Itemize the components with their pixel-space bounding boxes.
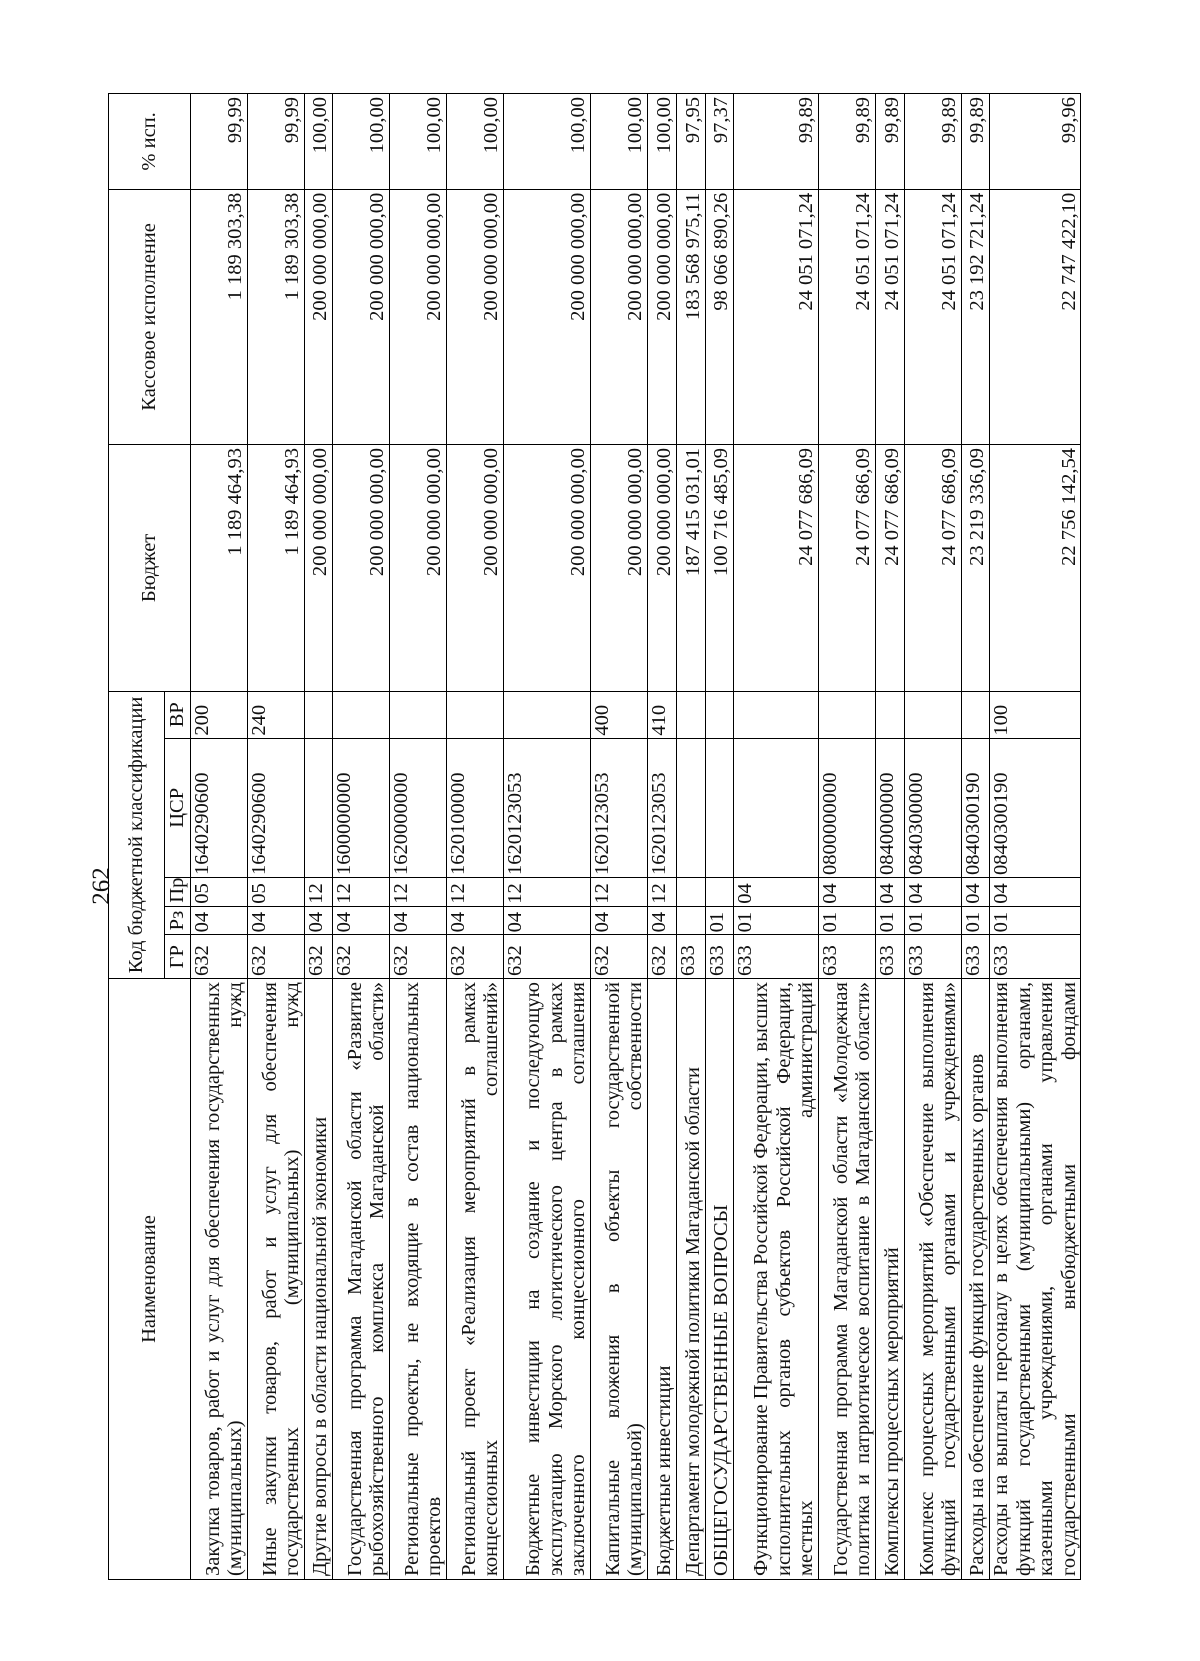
row-name: Расходы на выплаты персоналу в целях обеспечения выполнения функций государственными (муниципальными) органами, казенными учреждениями, органами управления государственными внебюджетными фондами <box>990 979 1081 1580</box>
row-gr: 633 <box>962 935 990 979</box>
row-vr <box>819 691 876 738</box>
row-rz: 01 <box>819 906 876 935</box>
row-name: Департамент молодежной политики Магаданской области <box>677 979 706 1580</box>
row-budget: 24 077 686,09 <box>876 445 905 692</box>
row-gr: 633 <box>734 935 819 979</box>
rotated-page-content <box>108 93 1080 1580</box>
row-pct: 99,99 <box>191 94 248 190</box>
row-executed: 24 051 071,24 <box>819 189 876 444</box>
row-pr: 04 <box>990 877 1081 906</box>
row-rz: 04 <box>390 906 447 935</box>
row-pct: 100,00 <box>390 94 447 190</box>
row-pr: 12 <box>648 877 677 906</box>
row-executed: 200 000 000,00 <box>504 189 591 444</box>
row-pr: 12 <box>333 877 390 906</box>
row-vr <box>905 691 962 738</box>
table-row <box>962 94 990 1580</box>
row-executed: 24 051 071,24 <box>876 189 905 444</box>
row-gr: 633 <box>876 935 905 979</box>
row-pr: 12 <box>504 877 591 906</box>
row-rz: 04 <box>648 906 677 935</box>
row-csr <box>677 738 706 877</box>
table-row <box>677 94 706 1580</box>
row-pct: 100,00 <box>305 94 333 190</box>
header-pct: % исп. <box>109 94 191 190</box>
row-csr: 1620100000 <box>447 738 504 877</box>
row-csr: 0840300190 <box>990 738 1081 877</box>
row-gr: 633 <box>706 935 734 979</box>
row-name: ОБЩЕГОСУДАРСТВЕННЫЕ ВОПРОСЫ <box>706 979 734 1580</box>
row-vr <box>447 691 504 738</box>
row-rz: 01 <box>962 906 990 935</box>
row-rz: 04 <box>191 906 248 935</box>
header-vr: ВР <box>165 691 191 738</box>
row-name: Региональные проекты, не входящие в состав национальных проектов <box>390 979 447 1580</box>
row-budget: 200 000 000,00 <box>504 445 591 692</box>
table-row <box>905 94 962 1580</box>
header-gr: ГР <box>165 935 191 979</box>
row-vr <box>305 691 333 738</box>
header-executed: Кассовое исполнение <box>109 189 191 444</box>
row-gr: 633 <box>990 935 1081 979</box>
row-executed: 1 189 303,38 <box>248 189 305 444</box>
row-gr: 632 <box>504 935 591 979</box>
table-row <box>504 94 591 1580</box>
row-budget: 1 189 464,93 <box>191 445 248 692</box>
row-vr <box>734 691 819 738</box>
row-gr: 632 <box>191 935 248 979</box>
table-row <box>333 94 390 1580</box>
row-vr <box>504 691 591 738</box>
row-name: Государственная программа Магаданской области «Развитие рыбохозяйственного комплекса Магаданской области» <box>333 979 390 1580</box>
row-executed: 200 000 000,00 <box>591 189 648 444</box>
row-vr <box>390 691 447 738</box>
row-name: Капитальные вложения в объекты государственной (муниципальной) собственности <box>591 979 648 1580</box>
row-pr: 12 <box>591 877 648 906</box>
row-executed: 200 000 000,00 <box>305 189 333 444</box>
row-executed: 200 000 000,00 <box>333 189 390 444</box>
row-rz: 04 <box>447 906 504 935</box>
header-budget: Бюджет <box>109 445 191 692</box>
row-pr <box>677 877 706 906</box>
header-pr: Пр <box>165 877 191 906</box>
row-rz: 04 <box>591 906 648 935</box>
row-budget: 23 219 336,09 <box>962 445 990 692</box>
row-csr <box>706 738 734 877</box>
table-row <box>706 94 734 1580</box>
row-budget: 24 077 686,09 <box>734 445 819 692</box>
row-pct: 99,99 <box>248 94 305 190</box>
row-pct: 100,00 <box>648 94 677 190</box>
row-pr: 05 <box>191 877 248 906</box>
row-executed: 98 066 890,26 <box>706 189 734 444</box>
row-vr <box>333 691 390 738</box>
header-rz: Рз <box>165 906 191 935</box>
row-vr <box>962 691 990 738</box>
row-rz: 01 <box>734 906 819 935</box>
row-gr: 632 <box>390 935 447 979</box>
row-pct: 100,00 <box>447 94 504 190</box>
row-pct: 100,00 <box>333 94 390 190</box>
table-row <box>648 94 677 1580</box>
row-pct: 99,89 <box>876 94 905 190</box>
row-name: Иные закупки товаров, работ и услуг для обеспечения государственных (муниципальных) нужд <box>248 979 305 1580</box>
row-gr: 633 <box>819 935 876 979</box>
row-budget: 200 000 000,00 <box>305 445 333 692</box>
row-vr: 200 <box>191 691 248 738</box>
row-rz: 01 <box>706 906 734 935</box>
row-gr: 633 <box>905 935 962 979</box>
row-pr: 04 <box>962 877 990 906</box>
row-rz: 01 <box>876 906 905 935</box>
row-pct: 99,89 <box>905 94 962 190</box>
row-budget: 24 077 686,09 <box>905 445 962 692</box>
table-row <box>390 94 447 1580</box>
row-pr: 12 <box>305 877 333 906</box>
row-executed: 200 000 000,00 <box>648 189 677 444</box>
row-budget: 187 415 031,01 <box>677 445 706 692</box>
row-pr: 04 <box>876 877 905 906</box>
row-pr: 12 <box>447 877 504 906</box>
page-number: 262 <box>88 867 115 905</box>
row-gr: 632 <box>591 935 648 979</box>
row-name: Комплекс процессных мероприятий «Обеспечение выполнения функций государственными органами и учреждениями» <box>905 979 962 1580</box>
row-budget: 24 077 686,09 <box>819 445 876 692</box>
row-executed: 23 192 721,24 <box>962 189 990 444</box>
row-vr <box>677 691 706 738</box>
row-budget: 200 000 000,00 <box>390 445 447 692</box>
row-budget: 22 756 142,54 <box>990 445 1081 692</box>
row-pct: 99,89 <box>819 94 876 190</box>
row-vr: 400 <box>591 691 648 738</box>
row-pct: 97,37 <box>706 94 734 190</box>
header-name: Наименование <box>109 979 191 1580</box>
row-rz <box>677 906 706 935</box>
row-budget: 100 716 485,09 <box>706 445 734 692</box>
row-pr: 12 <box>390 877 447 906</box>
row-rz: 01 <box>990 906 1081 935</box>
row-gr: 632 <box>248 935 305 979</box>
row-pct: 99,89 <box>734 94 819 190</box>
row-vr <box>706 691 734 738</box>
row-vr: 240 <box>248 691 305 738</box>
row-budget: 200 000 000,00 <box>447 445 504 692</box>
header-csr: ЦСР <box>165 738 191 877</box>
row-budget: 200 000 000,00 <box>648 445 677 692</box>
row-gr: 632 <box>333 935 390 979</box>
row-name: Расходы на обеспечение функций государственных органов <box>962 979 990 1580</box>
header-code-group: Код бюджетной классификации <box>109 691 165 978</box>
row-name: Комплексы процессных мероприятий <box>876 979 905 1580</box>
row-csr: 0840300190 <box>962 738 990 877</box>
row-vr: 410 <box>648 691 677 738</box>
table-header <box>109 94 191 1580</box>
row-rz: 04 <box>248 906 305 935</box>
row-csr <box>305 738 333 877</box>
row-executed: 24 051 071,24 <box>734 189 819 444</box>
row-csr: 1620123053 <box>504 738 591 877</box>
row-csr: 0840000000 <box>876 738 905 877</box>
row-rz: 04 <box>333 906 390 935</box>
row-name: Другие вопросы в области национальной экономики <box>305 979 333 1580</box>
row-csr: 1600000000 <box>333 738 390 877</box>
table-row <box>819 94 876 1580</box>
table-row <box>591 94 648 1580</box>
row-csr: 1620000000 <box>390 738 447 877</box>
row-vr: 100 <box>990 691 1081 738</box>
table-row <box>734 94 819 1580</box>
row-gr: 633 <box>677 935 706 979</box>
row-pct: 97,95 <box>677 94 706 190</box>
row-csr <box>734 738 819 877</box>
row-name: Региональный проект «Реализация мероприятий в рамках концессионных соглашений» <box>447 979 504 1580</box>
row-pct: 99,96 <box>990 94 1081 190</box>
row-csr: 1640290600 <box>248 738 305 877</box>
row-csr: 1640290600 <box>191 738 248 877</box>
row-csr: 1620123053 <box>648 738 677 877</box>
row-gr: 632 <box>447 935 504 979</box>
row-csr: 0840300000 <box>905 738 962 877</box>
row-name: Закупка товаров, работ и услуг для обеспечения государственных (муниципальных) нужд <box>191 979 248 1580</box>
row-csr: 1620123053 <box>591 738 648 877</box>
budget-execution-table <box>108 93 1081 1580</box>
row-rz: 04 <box>504 906 591 935</box>
row-name: Бюджетные инвестиции на создание и последующую эксплуатацию Морского логистического центра в рамках заключенного концессионного соглашения <box>504 979 591 1580</box>
row-vr <box>876 691 905 738</box>
row-pct: 99,89 <box>962 94 990 190</box>
row-name: Бюджетные инвестиции <box>648 979 677 1580</box>
row-name: Функционирование Правительства Российской Федерации, высших исполнительных органов субъектов Российской Федерации, местных администраций <box>734 979 819 1580</box>
row-pct: 100,00 <box>504 94 591 190</box>
row-name: Государственная программа Магаданской области «Молодежная политика и патриотическое воспитание в Магаданской области» <box>819 979 876 1580</box>
table-row <box>876 94 905 1580</box>
row-pct: 100,00 <box>591 94 648 190</box>
row-budget: 200 000 000,00 <box>591 445 648 692</box>
row-executed: 200 000 000,00 <box>390 189 447 444</box>
row-pr: 04 <box>819 877 876 906</box>
row-executed: 1 189 303,38 <box>191 189 248 444</box>
row-pr <box>706 877 734 906</box>
row-gr: 632 <box>305 935 333 979</box>
row-pr: 04 <box>905 877 962 906</box>
row-pr: 05 <box>248 877 305 906</box>
row-rz: 04 <box>305 906 333 935</box>
row-csr: 0800000000 <box>819 738 876 877</box>
row-executed: 24 051 071,24 <box>905 189 962 444</box>
row-executed: 200 000 000,00 <box>447 189 504 444</box>
row-budget: 200 000 000,00 <box>333 445 390 692</box>
row-rz: 01 <box>905 906 962 935</box>
row-executed: 183 568 975,11 <box>677 189 706 444</box>
table-row <box>305 94 333 1580</box>
table-row <box>447 94 504 1580</box>
table-row <box>990 94 1081 1580</box>
row-pr: 04 <box>734 877 819 906</box>
table-row <box>191 94 248 1580</box>
table-body <box>191 94 1081 1580</box>
row-gr: 632 <box>648 935 677 979</box>
row-budget: 1 189 464,93 <box>248 445 305 692</box>
table-row <box>248 94 305 1580</box>
row-executed: 22 747 422,10 <box>990 189 1081 444</box>
